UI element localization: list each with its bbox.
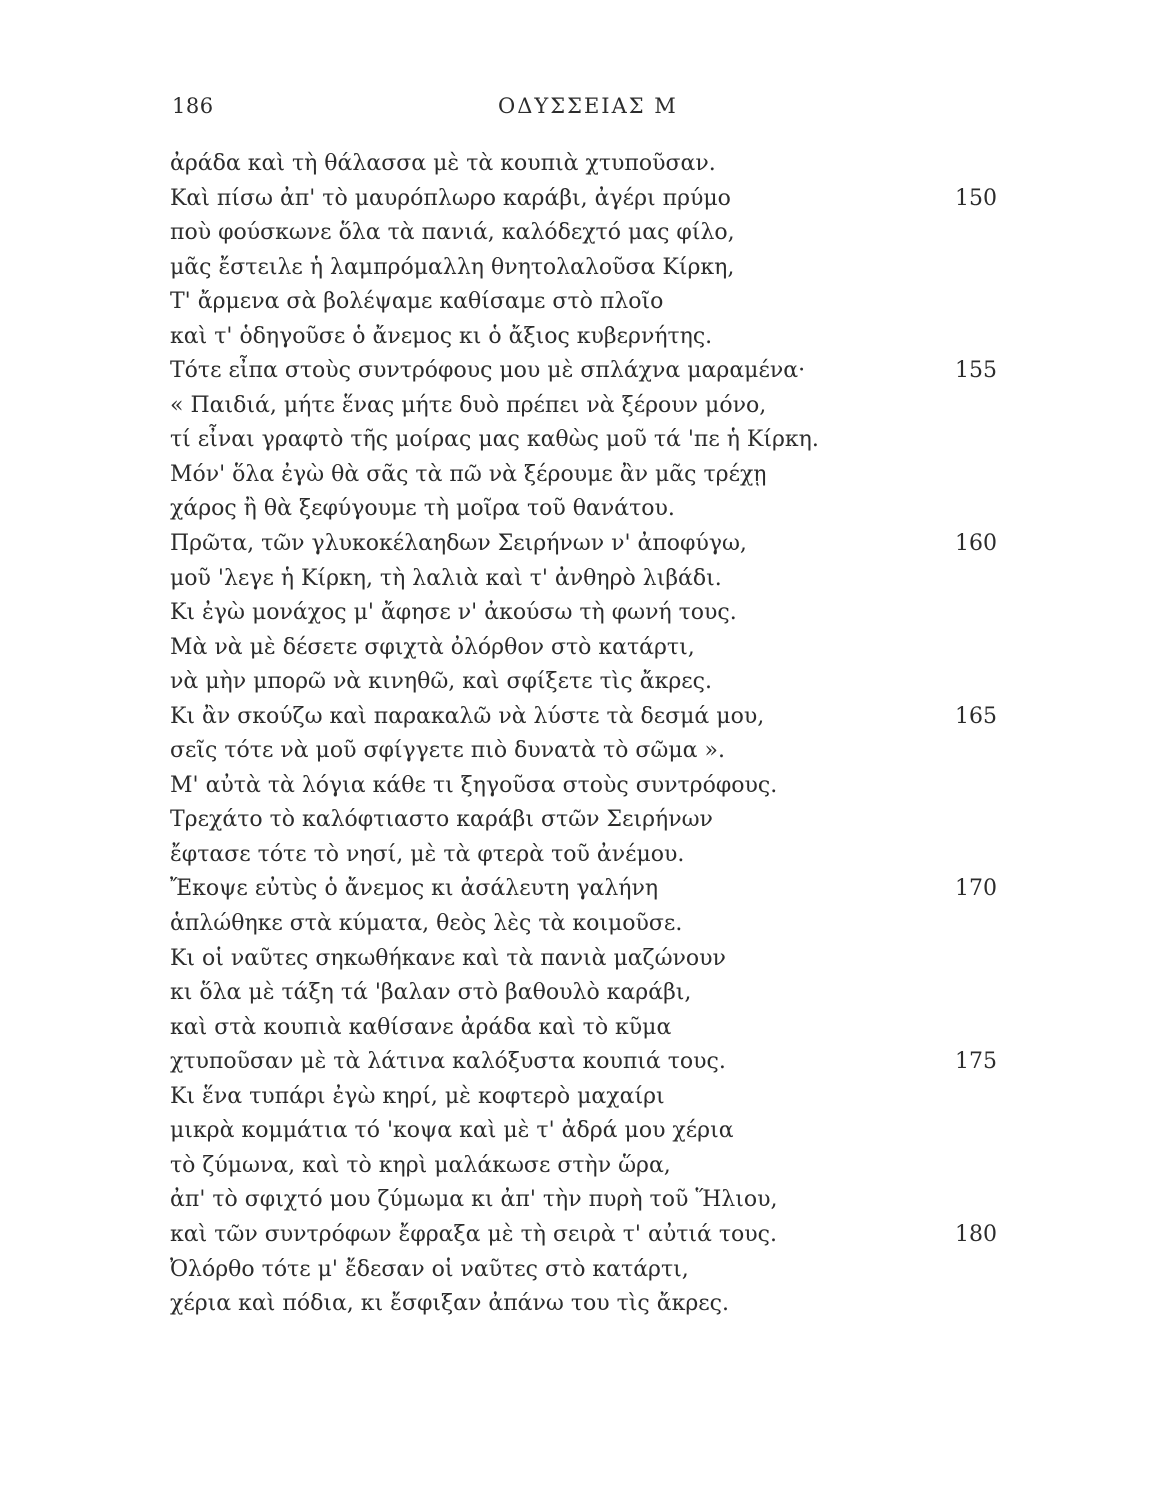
- verse-line: [170, 1183, 1030, 1218]
- verse-line: [170, 803, 1030, 838]
- verse-line: [170, 320, 1030, 355]
- verse-line: [170, 907, 1030, 942]
- verse-text: Πρῶτα, τῶν γλυκοκέλαηδων Σειρήνων ν' ἀποφύγω,: [170, 531, 747, 557]
- verse-line: [170, 631, 1030, 666]
- verse-line: [170, 562, 1030, 597]
- verse-text: χέρια καὶ πόδια, κι ἔσφιξαν ἀπάνω του τὶς ἄκρες.: [170, 1291, 729, 1317]
- verse-line: [170, 976, 1030, 1011]
- verse-line: [170, 700, 1030, 735]
- line-number: 150: [955, 185, 997, 211]
- verse-line: [170, 527, 1030, 562]
- verse-line: [170, 389, 1030, 424]
- verse-text: Τότε εἶπα στοὺς συντρόφους μου μὲ σπλάχνα μαραμένα·: [170, 358, 806, 384]
- verse-text: Μόν' ὅλα ἐγὼ θὰ σᾶς τὰ πῶ νὰ ξέρουμε ἂν μᾶς τρέχῃ: [170, 461, 767, 487]
- verse-text: Τ' ἄρμενα σὰ βολέψαμε καθίσαμε στὸ πλοῖο: [170, 289, 664, 315]
- verse-text: Τρεχάτο τὸ καλόφτιαστο καράβι στῶν Σειρήνων: [170, 807, 713, 833]
- line-number: 155: [955, 358, 997, 384]
- running-head: ΟΔΥΣΣΕΙΑΣ Μ: [498, 94, 678, 118]
- line-number: 170: [955, 876, 997, 902]
- verse-line: [170, 251, 1030, 286]
- verse-line: [170, 596, 1030, 631]
- line-number: 175: [955, 1049, 997, 1075]
- verse-text: ποὺ φούσκωνε ὅλα τὰ πανιά, καλόδεχτό μας φίλο,: [170, 220, 735, 246]
- verse-text: ἁπλώθηκε στὰ κύματα, θεὸς λὲς τὰ κοιμοῦσε.: [170, 911, 683, 937]
- verse-text: Μὰ νὰ μὲ δέσετε σφιχτὰ ὀλόρθον στὸ κατάρτι,: [170, 634, 695, 660]
- verse-line: [170, 734, 1030, 769]
- verse-line: [170, 665, 1030, 700]
- verse-text: σεῖς τότε νὰ μοῦ σφίγγετε πιὸ δυνατὰ τὸ σῶμα ».: [170, 738, 725, 764]
- page-number: 186: [172, 94, 214, 118]
- verse-line: [170, 872, 1030, 907]
- verse-text: ἀράδα καὶ τὴ θάλασσα μὲ τὰ κουπιὰ χτυποῦσαν.: [170, 151, 716, 176]
- verse-text: νὰ μὴν μπορῶ νὰ κινηθῶ, καὶ σφίξετε τὶς ἄκρες.: [170, 669, 712, 695]
- verse-line: [170, 1149, 1030, 1184]
- verse-line: [170, 354, 1030, 389]
- verse-text: ἀπ' τὸ σφιχτό μου ζύμωμα κι ἀπ' τὴν πυρὴ τοῦ Ἥλιου,: [170, 1187, 778, 1213]
- verse-text: Ἔκοψε εὐτὺς ὁ ἄνεμος κι ἀσάλευτη γαλήνη: [170, 876, 659, 902]
- verse-line: [170, 942, 1030, 977]
- verse-text: Ὀλόρθο τότε μ' ἔδεσαν οἱ ναῦτες στὸ κατάρτι,: [170, 1256, 689, 1282]
- verse-text: Κι οἱ ναῦτες σηκωθήκανε καὶ τὰ πανιὰ μαζώνουν: [170, 945, 726, 971]
- verse-text: ἔφτασε τότε τὸ νησί, μὲ τὰ φτερὰ τοῦ ἀνέμου.: [170, 841, 685, 867]
- verse-text: μικρὰ κομμάτια τό 'κοψα καὶ μὲ τ' ἀδρά μου χέρια: [170, 1118, 734, 1144]
- verse-text: μᾶς ἔστειλε ἡ λαμπρόμαλλη θνητολαλοῦσα Κίρκη,: [170, 254, 735, 280]
- verse-text: κι ὅλα μὲ τάξη τά 'βαλαν στὸ βαθουλὸ καράβι,: [170, 980, 692, 1006]
- verse-line: [170, 1011, 1030, 1046]
- verse-line: [170, 1218, 1030, 1253]
- verse-text: Καὶ πίσω ἀπ' τὸ μαυρόπλωρο καράβι, ἀγέρι πρύμο: [170, 185, 731, 211]
- verse-text: τὸ ζύμωνα, καὶ τὸ κηρὶ μαλάκωσε στὴν ὥρα,: [170, 1152, 671, 1178]
- verse-text: χάρος ἢ θὰ ξεφύγουμε τὴ μοῖρα τοῦ θανάτου.: [170, 496, 675, 522]
- verse-text: Κι ἂν σκούζω καὶ παρακαλῶ νὰ λύστε τὰ δεσμά μου,: [170, 703, 765, 729]
- verse-line: [170, 838, 1030, 873]
- verse-text: « Παιδιά, μήτε ἕνας μήτε δυὸ πρέπει νὰ ξέρουν μόνο,: [170, 392, 767, 418]
- line-number: 160: [955, 531, 997, 557]
- verse-block: [170, 147, 1030, 1322]
- verse-text: χτυποῦσαν μὲ τὰ λάτινα καλόξυστα κουπιά τους.: [170, 1049, 726, 1075]
- verse-text: Κι ἕνα τυπάρι ἐγὼ κηρί, μὲ κοφτερὸ μαχαίρι: [170, 1083, 665, 1109]
- verse-text: καὶ τ' ὁδηγοῦσε ὁ ἄνεμος κι ὁ ἄξιος κυβερνήτης.: [170, 323, 713, 349]
- verse-line: [170, 1045, 1030, 1080]
- verse-line: [170, 423, 1030, 458]
- verse-line: [170, 285, 1030, 320]
- verse-line: [170, 769, 1030, 804]
- verse-text: Μ' αὐτὰ τὰ λόγια κάθε τι ξηγοῦσα στοὺς συντρόφους.: [170, 772, 778, 798]
- verse-line: [170, 1080, 1030, 1115]
- verse-line: [170, 1253, 1030, 1288]
- verse-line: [170, 1114, 1030, 1149]
- verse-text: καὶ στὰ κουπιὰ καθίσανε ἀράδα καὶ τὸ κῦμα: [170, 1014, 672, 1040]
- verse-text: τί εἶναι γραφτὸ τῆς μοίρας μας καθὼς μοῦ τά 'πε ἡ Κίρκη.: [170, 427, 819, 453]
- verse-line: [170, 216, 1030, 251]
- verse-text: Κι ἐγὼ μονάχος μ' ἄφησε ν' ἀκούσω τὴ φωνή τους.: [170, 600, 737, 626]
- verse-text: καὶ τῶν συντρόφων ἔφραξα μὲ τὴ σειρὰ τ' αὐτιά τους.: [170, 1221, 777, 1247]
- line-number: 165: [955, 703, 997, 729]
- verse-line: [170, 492, 1030, 527]
- verse-line: [170, 458, 1030, 493]
- verse-line: [170, 1287, 1030, 1322]
- line-number: 180: [955, 1221, 997, 1247]
- verse-text: μοῦ 'λεγε ἡ Κίρκη, τὴ λαλιὰ καὶ τ' ἀνθηρὸ λιβάδι.: [170, 565, 722, 591]
- verse-line: [170, 182, 1030, 217]
- verse-line: [170, 147, 1030, 182]
